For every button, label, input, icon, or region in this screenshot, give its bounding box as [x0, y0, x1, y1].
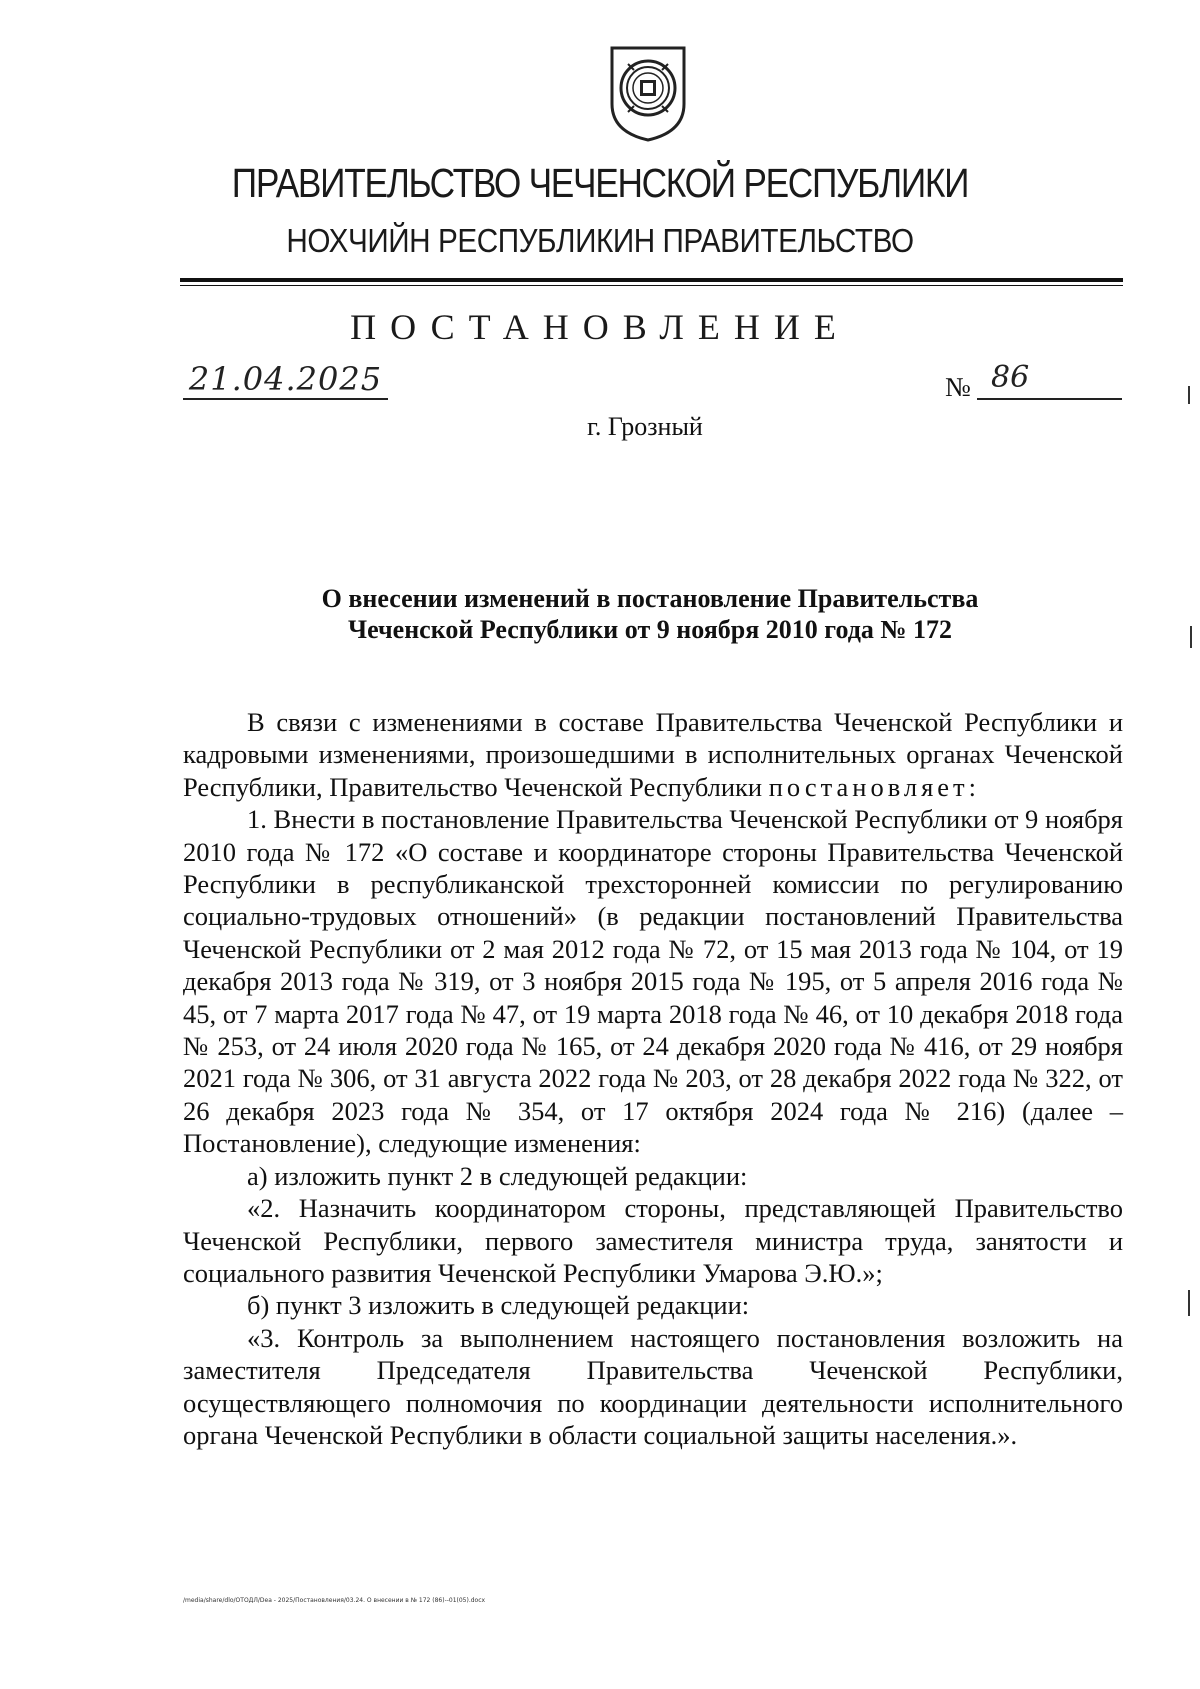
sub-item-a: а) изложить пункт 2 в следующей редакции: [247, 1160, 748, 1191]
item-1: 1. Внести в постановление Правительства Чеченской Республики от 9 ноября 2010 года № 172 «О составе и координаторе стороны Правительства Чеченской Республики в республиканской трехсторонней комиссии по регулированию социально-трудовых отношений» (в редакции постановлений Правительства Чеченской Республики от 2 мая 2012 года № 72, от 15 мая 2013 года № 104, от 19 декабря 2013 года № 319, от 3 ноября 2015 года № 195, от 5 апреля 2016 года № 45, от 7 марта 2017 года № 47, от 19 марта 2018 года № 46, от 10 декабря 2018 года № 253, от 24 июля 2020 года № 165, от 24 декабря 2020 года № 416, от 29 ноября 2021 года № 306, от 31 августа 2022 года № 203, от 28 декабря 2022 года № 322, от 26 декабря 2023 года № 354, от 17 октября 2024 года № 216) (далее – Постановление), следующие изменения: [183, 804, 1123, 1159]
quote-point-2: «2. Назначить координатором стороны, представляющей Правительство Чеченской Республики, первого заместителя министра труда, занятости и социального развития Чеченской Республики Умарова Э.Ю.»; [183, 1193, 1123, 1288]
quote-point-3: «3. Контроль за выполнением настоящего постановления возложить на заместителя Председателя Правительства Чеченской Республики, осуществляющего полномочия по координации деятельности исполнительного органа Чеченской Республики в области социальной защиты населения.». [183, 1322, 1123, 1450]
organization-name-ru: ПРАВИТЕЛЬСТВО ЧЕЧЕНСКОЙ РЕСПУБЛИКИ [231, 160, 969, 206]
document-body [183, 706, 1123, 1451]
title-line-1: О внесении изменений в постановление Правительства [321, 584, 979, 613]
header-divider-thin [180, 285, 1123, 286]
scan-edge-mark [1188, 1290, 1190, 1316]
scan-edge-mark [1188, 386, 1190, 404]
document-type: ПОСТАНОВЛЕНИЕ [350, 307, 850, 347]
city: г. Грозный [587, 412, 703, 441]
number-label: № [945, 372, 971, 402]
title-line-2: Чеченской Республики от 9 ноября 2010 года № 172 [348, 615, 952, 644]
document-date: 21.04.2025 [183, 360, 388, 400]
intro-text: В связи с изменениями в составе Правительства Чеченской Республики и кадровыми изменениями, произошедшими в исполнительных органах Чеченской Республики, Правительство Чеченской Республики [183, 707, 1123, 802]
header-divider [180, 278, 1123, 282]
intro-verb: постановляет: [768, 771, 980, 802]
organization-name-ce: НОХЧИЙН РЕСПУБЛИКИН ПРАВИТЕЛЬСТВО [286, 222, 914, 259]
document-number: 86 [977, 358, 1122, 400]
coat-of-arms-icon [608, 42, 688, 142]
sub-item-b: б) пункт 3 изложить в следующей редакции: [247, 1290, 750, 1321]
document-title [240, 583, 1060, 645]
file-path-footer: /media/share/dlo/ОТОДЛ/Dea - 2025/Постановления/03.24. О внесении в № 172 (86)--01(05).docx [183, 1597, 486, 1604]
scan-edge-mark [1190, 626, 1192, 648]
intro-paragraph [183, 706, 1123, 803]
